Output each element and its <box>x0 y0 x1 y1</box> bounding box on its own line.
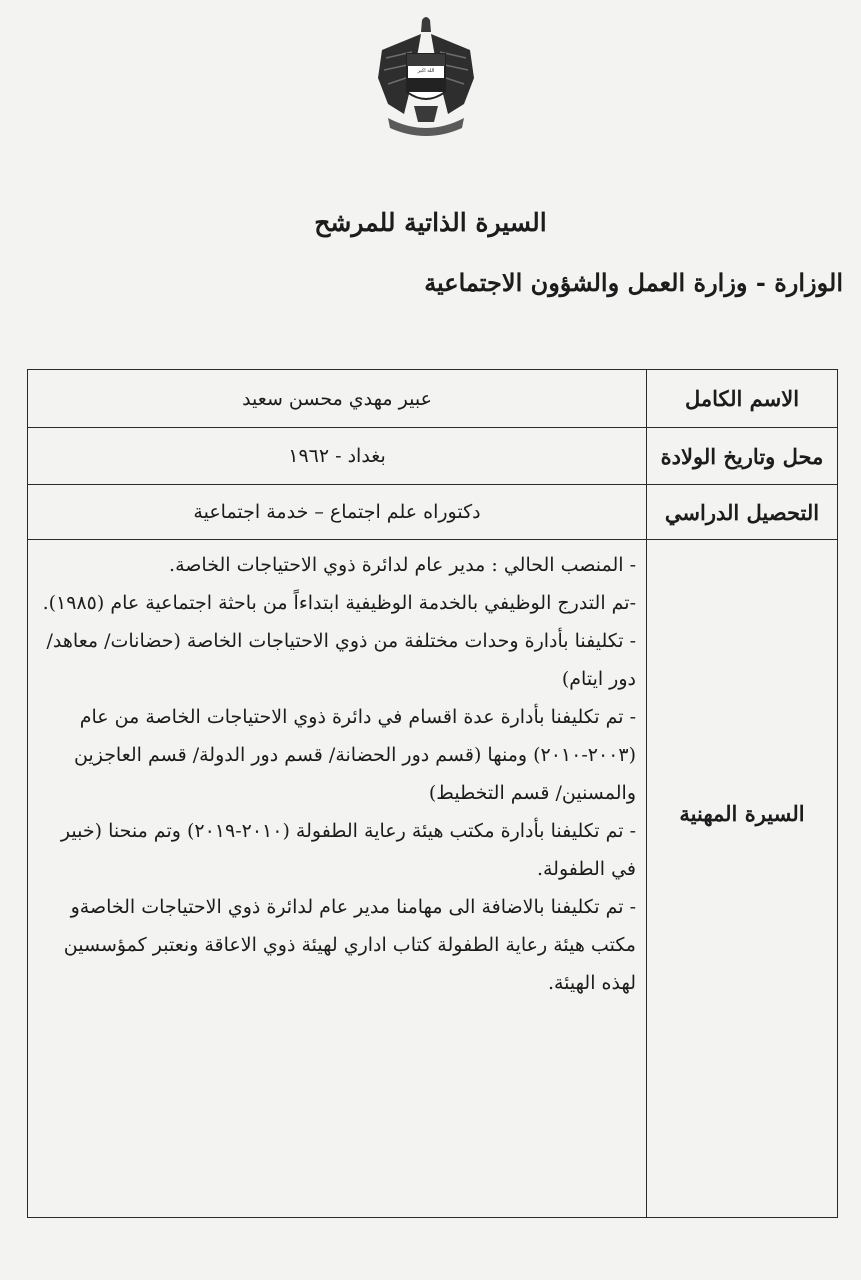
education-label: التحصيل الدراسي <box>647 485 838 540</box>
career-label: السيرة المهنية <box>647 540 838 1218</box>
full-name-value: عبير مهدي محسن سعيد <box>28 370 647 428</box>
career-item: - تم تكليفنا بالاضافة الى مهامنا مدير عام لدائرة ذوي الاحتياجات الخاصةو مكتب هيئة رعاية الطفولة كتاب اداري لهيئة ذوي الاعاقة ونعتبر كمؤسسين لهذه الهيئة. <box>63 896 636 994</box>
table-row <box>28 540 838 1218</box>
cv-table <box>27 369 838 1218</box>
emblem-text: الله اكبر <box>417 68 435 74</box>
birth-value: بغداد - ١٩٦٢ <box>28 428 647 485</box>
career-item: - المنصب الحالي : مدير عام لدائرة ذوي الاحتياجات الخاصة. <box>169 554 636 576</box>
ministry-heading: الوزارة - وزارة العمل والشؤون الاجتماعية <box>424 268 843 297</box>
table-row <box>28 370 838 428</box>
document-title: السيرة الذاتية للمرشح <box>314 208 547 237</box>
table-row <box>28 485 838 540</box>
birth-label: محل وتاريخ الولادة <box>647 428 838 485</box>
career-cell <box>28 540 647 1218</box>
career-item: - تم تكليفنا بأدارة مكتب هيئة رعاية الطفولة (٢٠١٠-٢٠١٩) وتم منحنا (خبير في الطفولة. <box>60 820 636 880</box>
iraq-emblem-eagle-icon <box>374 14 478 136</box>
career-item: - تكليفنا بأدارة وحدات مختلفة من ذوي الاحتياجات الخاصة (حضانات/ معاهد/ دور ايتام) <box>46 630 636 690</box>
career-list <box>38 540 636 1002</box>
education-value: دكتوراه علم اجتماع – خدمة اجتماعية <box>28 485 647 540</box>
career-item: -تم التدرج الوظيفي بالخدمة الوظيفية ابتداءاً من باحثة اجتماعية عام (١٩٨٥). <box>42 592 636 614</box>
full-name-label: الاسم الكامل <box>647 370 838 428</box>
table-row <box>28 428 838 485</box>
career-item: - تم تكليفنا بأدارة عدة اقسام في دائرة ذوي الاحتياجات الخاصة من عام (٢٠٠٣-٢٠١٠) ومنها (قسم دور الحضانة/ قسم دور الدولة/ قسم العاجزين والمسنين/ قسم التخطيط) <box>73 706 636 804</box>
